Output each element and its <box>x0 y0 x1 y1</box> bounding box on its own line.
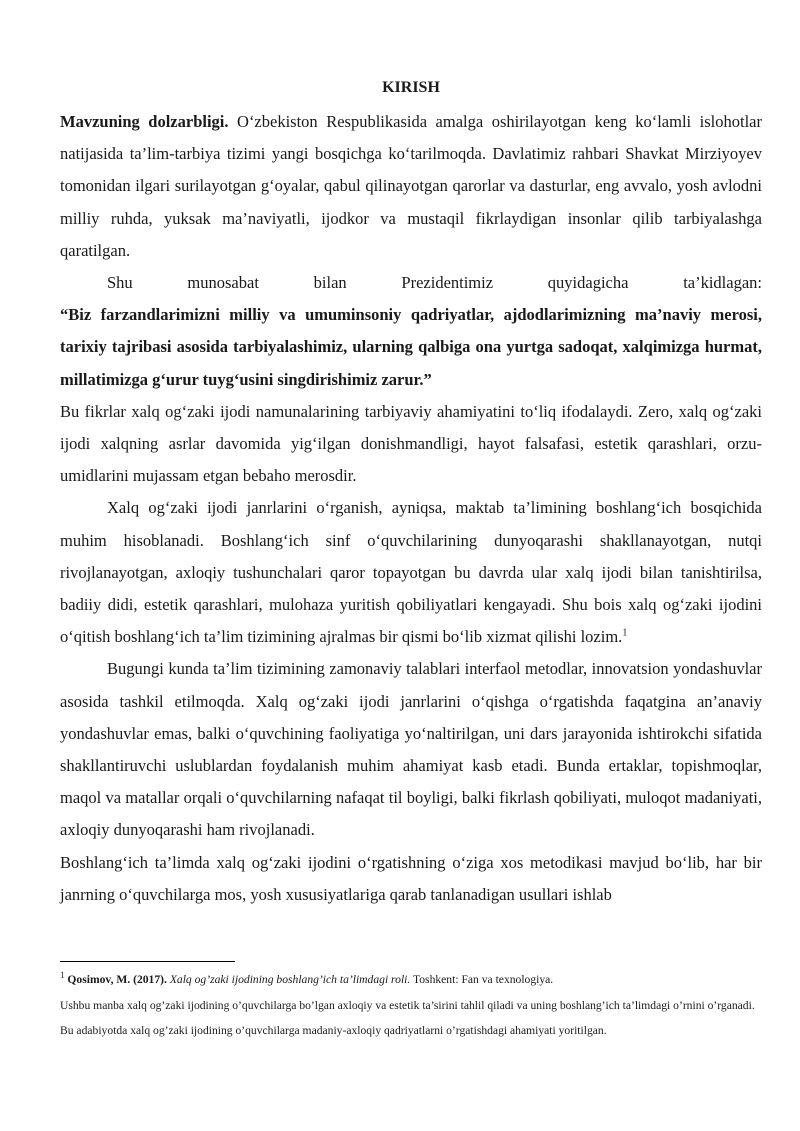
footnote-reference[interactable]: 1 <box>622 627 628 639</box>
paragraph-text: O‘zbekiston Respublikasida amalga oshirilayotgan keng ko‘lamli islohotlar natijasida ta’lim-tarbiya tizimi yangi bosqichga ko‘tarilmoqda. Davlatimiz rahbari Shavkat Mirziyoyev tomonidan ilgari surilayotgan g‘oyalar, qabul qilinayotgan qarorlar va dasturlar, eng avvalo, yosh avlodni milliy ruhda, yuksak ma’naviyatli, ijodkor va mustaqil fikrlaydigan insonlar qilib tarbiyalashga qaratilgan. <box>60 112 762 260</box>
footnote-citation <box>60 967 765 993</box>
footnote-publisher: Toshkent: Fan va texnologiya. <box>412 973 554 986</box>
footnote-divider <box>60 961 235 962</box>
paragraph-relevance <box>60 106 762 267</box>
paragraph-primary-school <box>60 492 762 653</box>
footnote-note: Ushbu manba xalq og’zaki ijodining o’quvchilarga bo’lgan axloqiy va estetik ta’sirini tahlil qiladi va uning boshlang’ich ta’limdagi o’rnini o’rganadi. Bu adabiyotda xalq og’zaki ijodining o’quvchilarga madaniy-axloqiy qadriyatlarni o’rgatishdagi ahamiyati yoritilgan. <box>60 998 755 1037</box>
footnote-title: Xalq og’zaki ijodining boshlang’ich ta’limdagi roli. <box>169 973 411 986</box>
president-quote: “Biz farzandlarimizni milliy va umuminsoniy qadriyatlar, ajdodlarimizning ma’naviy merosi, tarixiy tajribasi asosida tarbiyalashimiz, ularning qalbiga ona yurtga sadoqat, xalqimizga hurmat, millatimizga g‘urur tuyg‘usini singdirishimiz zarur.” <box>60 305 762 389</box>
footnote <box>60 967 765 1044</box>
paragraph-lead: Mavzuning dolzarbligi. <box>60 112 229 131</box>
footnote-number: 1 <box>60 970 65 981</box>
paragraph-text: Xalq og‘zaki ijodi janrlarini o‘rganish, ayniqsa, maktab ta’limining boshlang‘ich bosqichida muhim hisoblanadi. Boshlang‘ich sinf o‘quvchilarining dunyoqarashi shakllanayotgan, nutqi rivojlanayotgan, axloqiy tushunchalari qaror topayotgan bu davrda ular xalq ijodi bilan tanishtirilsa, badiiy didi, estetik qarashlari, mulohaza yuritish qobiliyatlari kengayadi. Shu bois xalq og‘zaki ijodini o‘qitish boshlang‘ich ta’lim tizimining ajralmas bir qismi bo‘lib xizmat qilishi lozim. <box>60 498 762 647</box>
document-body <box>60 70 762 911</box>
section-heading: KIRISH <box>382 79 440 96</box>
quote-intro: Shu munosabat bilan Prezidentimiz quyidagicha ta’kidlagan: <box>107 273 762 293</box>
paragraph-modern-methods: Bugungi kunda ta’lim tizimining zamonaviy talablari interfaol metodlar, innovatsion yondashuvlar asosida tashkil etilmoqda. Xalq og‘zaki ijodi janrlarini o‘qishga o‘rgatishda faqatgina an’anaviy yondashuvlar emas, balki o‘quvchining faoliyatiga yo‘naltirilgan, uni dars jarayonida ishtirokchi sifatida shakllantiruvchi uslublardan foydalanish muhim ahamiyat kasb etadi. Bunda ertaklar, topishmoqlar, maqol va matallar orqali o‘quvchilarning nafaqat til boyligi, balki fikrlash qobiliyati, muloqot madaniyati, axloqiy dunyoqarashi ham rivojlanadi. <box>60 659 762 840</box>
paragraph-folklore-value: Bu fikrlar xalq og‘zaki ijodi namunalarining tarbiyaviy ahamiyatini to‘liq ifodalaydi. Zero, xalq og‘zaki ijodi xalqning asrlar davomida yig‘ilgan donishmandligi, hayot falsafasi, estetik qarashlari, orzu-umidlarini mujassam etgan bebaho merosdir. <box>60 401 762 486</box>
footnote-author: Qosimov, M. (2017). <box>67 973 167 986</box>
paragraph-methodology: Boshlang‘ich ta’limda xalq og‘zaki ijodini o‘rgatishning o‘ziga xos metodikasi mavjud bo‘lib, har bir janrning o‘quvchilarga mos, yosh xususiyatlariga qarab tanlanadigan usullari ishlab <box>60 852 762 904</box>
